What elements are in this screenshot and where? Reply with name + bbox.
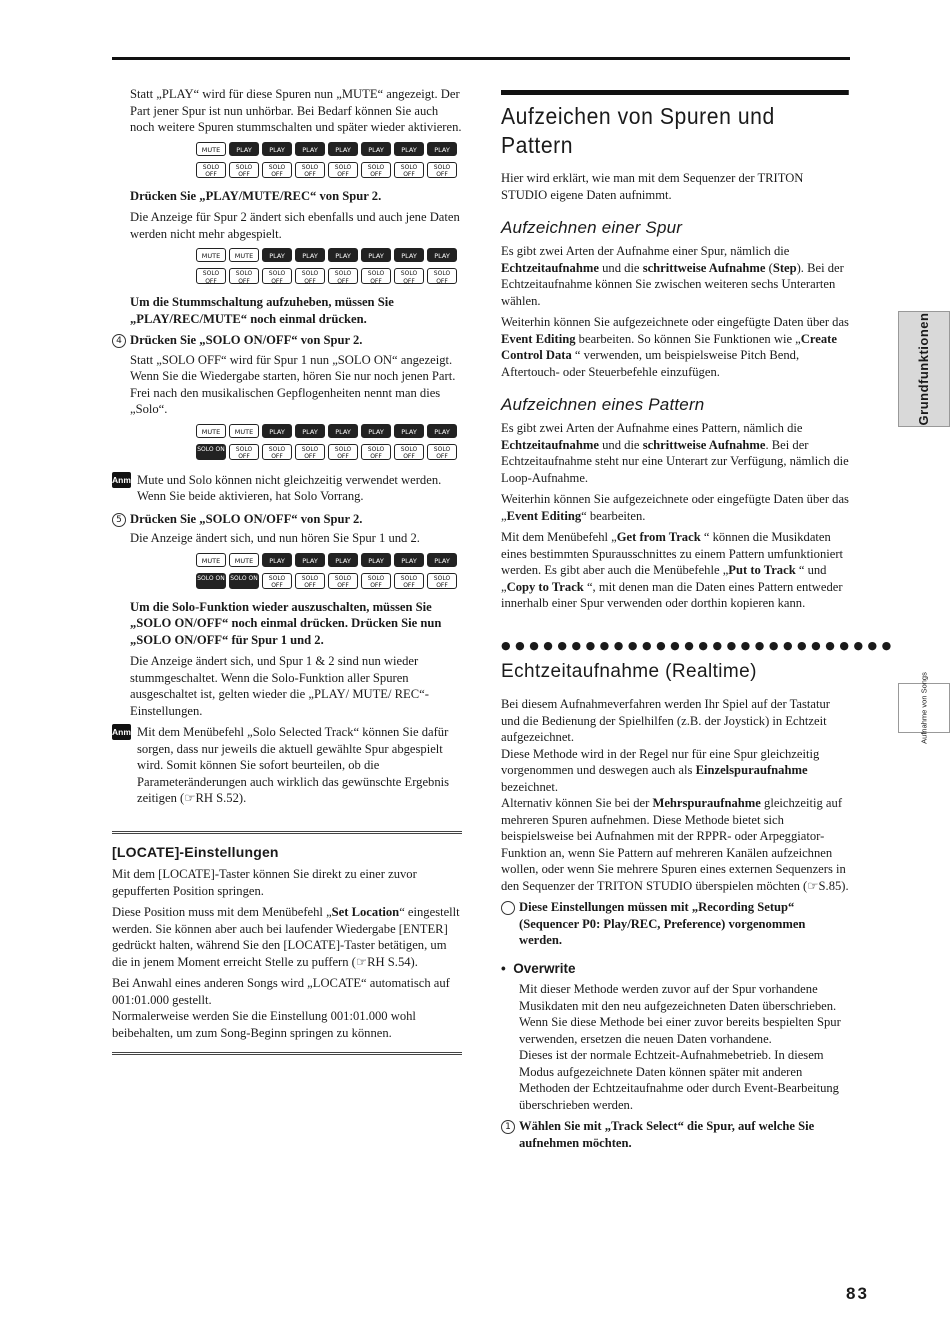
paragraph: Weiterhin können Sie aufgezeichnete oder eingefügte Daten über das „Event Editing“ bearbeiten.	[501, 492, 849, 523]
step-4	[112, 332, 462, 349]
solo-off-button: SOLO OFF	[196, 162, 226, 178]
play-button: PLAY	[361, 553, 391, 567]
paragraph: Die Anzeige für Spur 2 ändert sich ebenfalls und auch jene Daten werden nicht mehr abgespielt.	[130, 210, 460, 241]
mute-button: MUTE	[196, 248, 226, 262]
play-button: PLAY	[361, 248, 391, 262]
solo-off-button: SOLO OFF	[427, 573, 457, 589]
solo-display-row	[196, 162, 462, 178]
instruction: Um die Solo-Funktion wieder auszuschalten, müssen Sie „SOLO ON/OFF“ noch einmal drücken. Drücken Sie nun „SOLO ON/OFF“ für Spur 1 und 2.	[130, 599, 442, 647]
play-button: PLAY	[427, 553, 457, 567]
solo-off-button: SOLO OFF	[295, 162, 325, 178]
section-heading: Echtzeitaufnahme (Realtime)	[501, 661, 757, 682]
play-button: PLAY	[394, 142, 424, 156]
top-rule	[112, 57, 850, 60]
solo-off-button: SOLO OFF	[295, 444, 325, 460]
play-button: PLAY	[328, 424, 358, 438]
mute-button: MUTE	[196, 424, 226, 438]
paragraph: Die Anzeige ändert sich, und nun hören Sie Spur 1 und 2.	[130, 531, 420, 545]
mute-button: MUTE	[196, 142, 226, 156]
right-column	[501, 86, 896, 1151]
paragraph: Alternativ können Sie bei der Mehrspuraufnahme gleichzeitig auf mehreren Spuren aufnehmen. Diese Methode bietet sich beispielsweise bei Aufnahmen mit der RPPR- oder Arpeggiator-Funktion an, wenn Sie Pattern auf mehreren Kanälen aufzeichnen wollen, oder wenn Sie mehrere Spuren eines externen Sequenzers in den Sequenzer der TRITON STUDIO überspielen möchten (☞S.85).	[501, 796, 849, 893]
solo-off-button: SOLO OFF	[361, 162, 391, 178]
play-button: PLAY	[361, 142, 391, 156]
paragraph: Bei Anwahl eines anderen Songs wird „LOCATE“ automatisch auf 001:01.000 gestellt.	[112, 976, 450, 1007]
solo-on-button: SOLO ON	[229, 573, 259, 589]
solo-on-button: SOLO ON	[196, 573, 226, 589]
play-button: PLAY	[295, 553, 325, 567]
paragraph: Dieses ist der normale Echtzeit-Aufnahmebetrieb. In diesem Modus aufgezeichnete Daten können später mit anderen Methoden der Echtzeitaufnahme oder durch Event-Bearbeitung überschrieben werden.	[519, 1048, 839, 1112]
step-number: 1	[501, 1120, 515, 1134]
paragraph: Die Anzeige ändert sich, und Spur 1 & 2 sind nun wieder stummgeschaltet. Wenn die Solo-Funktion aller Spuren ausgeschaltet ist, gelten wieder die „PLAY/ MUTE/ REC“-Einstellungen.	[130, 654, 429, 718]
mute-button: MUTE	[229, 248, 259, 262]
mute-button: MUTE	[196, 553, 226, 567]
note-icon: Anm.	[112, 472, 131, 488]
solo-off-button: SOLO OFF	[262, 162, 292, 178]
solo-on-button: SOLO ON	[196, 444, 226, 460]
locate-title: [LOCATE]-Einstellungen	[112, 843, 279, 860]
play-button: PLAY	[262, 553, 292, 567]
step-text: Drücken Sie „SOLO ON/OFF“ von Spur 2.	[130, 511, 363, 526]
solo-off-button: SOLO OFF	[394, 268, 424, 284]
subheading: • Overwrite	[501, 960, 576, 976]
solo-display-row	[196, 573, 462, 589]
note-text: Mit dem Menübefehl „Solo Selected Track“ können Sie dafür sorgen, dass nur jeweils die aktuell gewählte Spur abgespielt wird. Somit können Sie sofort beurteilen, ob die Parameteränderungen auch wirklich das gewünschte Ergebnis zeitigen (☞RH S.52).	[137, 725, 450, 805]
locate-section	[112, 831, 462, 1056]
play-button: PLAY	[394, 424, 424, 438]
paragraph: Diese Position muss mit dem Menübefehl „Set Location“ eingestellt werden. Sie können aber auch bei laufender Wiedergabe [ENTER] gedrückt halten, während Sie den [LOCATE]-Taster betätigen, um die in jenem Moment erreicht Stelle zu puffern (☞RH S.54).	[112, 905, 460, 969]
solo-off-button: SOLO OFF	[295, 573, 325, 589]
mute-button: MUTE	[229, 424, 259, 438]
solo-display-row	[196, 444, 462, 460]
play-button: PLAY	[427, 142, 457, 156]
solo-off-button: SOLO OFF	[394, 162, 424, 178]
left-column	[112, 86, 462, 1055]
step-text: Wählen Sie mit „Track Select“ die Spur, auf welche Sie aufnehmen möchten.	[519, 1119, 815, 1150]
play-button: PLAY	[328, 142, 358, 156]
paragraph: Statt „PLAY“ wird für diese Spuren nun „MUTE“ angezeigt. Der Part jener Spur ist nun unhörbar. Bei Bedarf können Sie auch noch weitere Spuren stummschalten und später wieder aktivieren.	[130, 87, 462, 134]
solo-off-button: SOLO OFF	[328, 162, 358, 178]
solo-off-button: SOLO OFF	[427, 268, 457, 284]
play-button: PLAY	[427, 248, 457, 262]
requirement	[501, 899, 851, 949]
paragraph: Bei diesem Aufnahmeverfahren werden Ihr Spiel auf der Tastatur und die Bedienung der Spielhilfen (z.B. der Joystick) in Echtzeit aufgezeichnet.	[501, 697, 830, 744]
paragraph: Normalerweise werden Sie die Einstellung 001:01.000 wohl beibehalten, um zum Song-Beginn springen zu können.	[112, 1009, 416, 1040]
paragraph: Mit dem [LOCATE]-Taster können Sie direkt zu einer zuvor gepufferten Position springen.	[112, 867, 417, 898]
paragraph: Diese Methode wird in der Regel nur für eine Spur gleichzeitig vorgenommen und deswegen auch als Einzelspuraufnahme bezeichnet.	[501, 746, 820, 794]
step-5	[112, 511, 462, 528]
play-button: PLAY	[295, 248, 325, 262]
paragraph: Es gibt zwei Arten der Aufnahme einer Spur, nämlich die Echtzeitaufnahme und die schrittweise Aufnahme (Step). Bei der Echtzeitaufnahme können Sie zwischen weiteren sechs Unterarten wählen.	[501, 244, 844, 308]
step-number: 5	[112, 513, 126, 527]
play-button: PLAY	[295, 142, 325, 156]
play-button: PLAY	[427, 424, 457, 438]
solo-display-row	[196, 268, 462, 284]
instruction: Um die Stummschaltung aufzuheben, müssen Sie „PLAY/REC/MUTE“ noch einmal drücken.	[130, 295, 394, 326]
note	[112, 724, 462, 807]
step-text: Drücken Sie „SOLO ON/OFF“ von Spur 2.	[130, 333, 363, 347]
solo-off-button: SOLO OFF	[229, 268, 259, 284]
solo-off-button: SOLO OFF	[262, 268, 292, 284]
play-button: PLAY	[262, 248, 292, 262]
solo-off-button: SOLO OFF	[427, 162, 457, 178]
play-button: PLAY	[262, 424, 292, 438]
paragraph: Es gibt zwei Arten der Aufnahme eines Pattern, nämlich die Echtzeitaufnahme und die schrittweise Aufnahme. Bei der Echtzeitaufnahme steht nur eine Unterart zur Verfügung, nämlich die Loop-Aufnahme.	[501, 421, 849, 485]
solo-off-button: SOLO OFF	[361, 444, 391, 460]
circle-icon	[501, 901, 515, 915]
solo-off-button: SOLO OFF	[361, 268, 391, 284]
play-button: PLAY	[262, 142, 292, 156]
solo-off-button: SOLO OFF	[328, 444, 358, 460]
solo-off-button: SOLO OFF	[262, 573, 292, 589]
solo-off-button: SOLO OFF	[394, 573, 424, 589]
track-display-row	[196, 248, 462, 262]
play-button: PLAY	[328, 553, 358, 567]
track-display-row	[196, 142, 462, 156]
play-button: PLAY	[394, 248, 424, 262]
requirement-text: Diese Einstellungen müssen mit „Recording Setup“ (Sequencer P0: Play/REC, Preference) vorgenommen werden.	[519, 900, 806, 947]
play-button: PLAY	[229, 142, 259, 156]
paragraph: Mit dem Menübefehl „Get from Track “ können die Musikdaten eines bestimmten Spurausschnittes zu einem Pattern umfunktioniert werden. Es gibt aber auch die Menübefehle „Put to Track “ und „Copy to Track “, mit denen man die Daten eines Pattern entweder innerhalb einer Spur verwenden oder dorthin kopieren kann.	[501, 530, 844, 610]
section-tab: Grundfunktionen	[898, 311, 950, 427]
track-display-row	[196, 553, 462, 567]
paragraph: Mit dieser Methode werden zuvor auf der Spur vorhandene Musikdaten mit den neu aufgezeichneten Daten überschrieben. Wenn Sie diese Methode bei einer zuvor bereits bespielten Spur verwenden, ersetzen die neuen Daten vorhandene.	[519, 982, 841, 1046]
subheading: Aufzeichnen eines Pattern	[501, 395, 705, 414]
dotted-divider: ●●●●●●●●●●●●●●●●●●●●●●●●●●●●	[501, 638, 896, 652]
step-1	[501, 1118, 851, 1151]
play-button: PLAY	[328, 248, 358, 262]
paragraph: Hier wird erklärt, wie man mit dem Sequenzer der TRITON STUDIO eigene Daten aufnimmt.	[501, 171, 804, 202]
paragraph: Statt „SOLO OFF“ wird für Spur 1 nun „SOLO ON“ angezeigt. Wenn Sie die Wiedergabe starten, hören Sie nur noch jenen Part. Frei nach den musikalischen Gepflogenheiten nennt man dies „Solo“.	[130, 352, 456, 416]
chapter-tab: Aufnahme von Songs	[898, 683, 950, 733]
solo-off-button: SOLO OFF	[328, 573, 358, 589]
play-button: PLAY	[394, 553, 424, 567]
instruction: Drücken Sie „PLAY/MUTE/REC“ von Spur 2.	[130, 188, 382, 203]
play-button: PLAY	[361, 424, 391, 438]
solo-off-button: SOLO OFF	[328, 268, 358, 284]
play-button: PLAY	[295, 424, 325, 438]
paragraph: Weiterhin können Sie aufgezeichnete oder eingefügte Daten über das Event Editing bearbeiten. So können Sie Funktionen wie „Create Control Data “ verwenden, um beispielsweise Pitch Bend, Aftertouch- oder Steuerbefehle einzufügen.	[501, 315, 849, 379]
solo-off-button: SOLO OFF	[295, 268, 325, 284]
step-number: 4	[112, 334, 126, 348]
note-icon: Anm.	[112, 724, 131, 740]
solo-off-button: SOLO OFF	[361, 573, 391, 589]
track-display-row	[196, 424, 462, 438]
section-heading: Aufzeichen von Spuren und Pattern	[501, 90, 849, 160]
page-number: 83	[846, 1284, 869, 1303]
note	[112, 472, 462, 505]
solo-off-button: SOLO OFF	[196, 268, 226, 284]
subheading: Aufzeichnen einer Spur	[501, 218, 683, 237]
solo-off-button: SOLO OFF	[229, 444, 259, 460]
mute-button: MUTE	[229, 553, 259, 567]
note-text: Mute und Solo können nicht gleichzeitig verwendet werden. Wenn Sie beide aktivieren, hat Solo Vorrang.	[137, 472, 442, 503]
solo-off-button: SOLO OFF	[229, 162, 259, 178]
solo-off-button: SOLO OFF	[262, 444, 292, 460]
solo-off-button: SOLO OFF	[427, 444, 457, 460]
solo-off-button: SOLO OFF	[394, 444, 424, 460]
